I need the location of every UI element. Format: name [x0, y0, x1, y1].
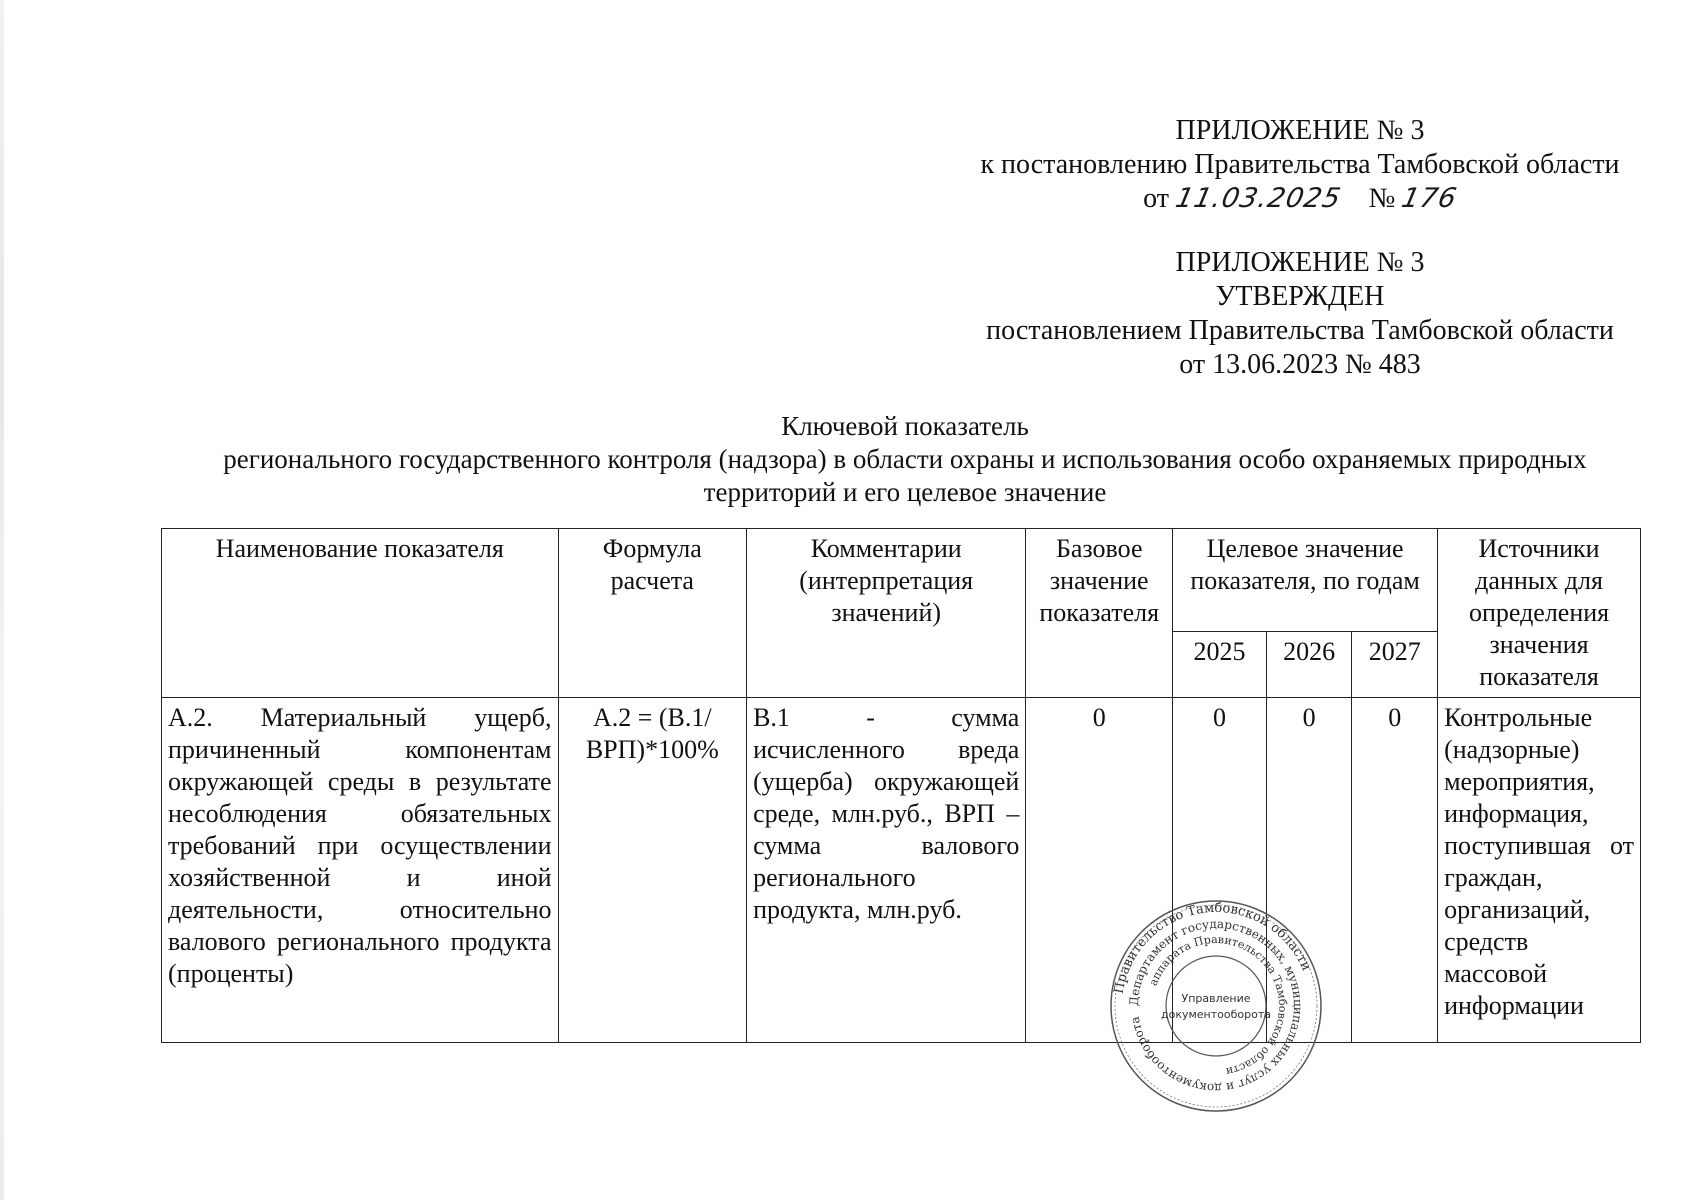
cell-comments: В.1 - сумма исчисленного вреда (ущерба) окружающей среде, млн.руб., ВРП – сумма валового регионального продукта, млн.руб.	[747, 698, 1026, 1043]
stamp-middle-text: Департамент государственных, муниципальных услуг и документооборота	[1126, 916, 1306, 1096]
document-title-line1: Ключевой показатель	[781, 411, 1029, 441]
table-row	[162, 698, 1641, 1043]
appendix-current-date-line	[960, 182, 1640, 216]
header-base: Базовое значение показателя	[1026, 529, 1173, 698]
cell-target-2026: 0	[1266, 698, 1352, 1043]
appendix-current-header	[960, 114, 1640, 216]
stamp-outer-text: Правительство Тамбовской области	[1111, 900, 1314, 995]
handwritten-date: 11.03.2025	[1172, 183, 1344, 214]
header-sources: Источники данных для определения значения показателя	[1438, 529, 1641, 698]
approved-by-resolution: постановлением Правительства Тамбовской области	[986, 315, 1614, 346]
cell-base-value: 0	[1026, 698, 1173, 1043]
table-header-row	[162, 529, 1641, 632]
appendix-current-title: ПРИЛОЖЕНИЕ № 3	[1175, 115, 1425, 146]
header-comments: Комментарии (интерпретация значений)	[747, 529, 1026, 698]
stamp-inner-text: аппарата Правительства Тамбовской области	[1146, 932, 1290, 1079]
indicator-table	[161, 528, 1641, 1043]
appendix-original-title: ПРИЛОЖЕНИЕ № 3	[1175, 247, 1425, 278]
header-year-2025: 2025	[1173, 631, 1267, 697]
header-year-2027: 2027	[1352, 631, 1438, 697]
stamp-inner-ring	[1166, 956, 1266, 1056]
cell-target-2025: 0	[1173, 698, 1267, 1043]
number-prefix: №	[1368, 183, 1396, 214]
cell-target-2027: 0	[1352, 698, 1438, 1043]
date-prefix: от	[1143, 183, 1169, 214]
appendix-original-header	[960, 246, 1640, 382]
handwritten-number: 176	[1399, 183, 1461, 214]
document-title	[160, 410, 1650, 509]
appendix-current-resolution: к постановлению Правительства Тамбовской области	[980, 149, 1620, 180]
header-year-2026: 2026	[1266, 631, 1352, 697]
header-formula: Формула расчета	[558, 529, 747, 698]
original-date-number: от 13.06.2023 № 483	[1179, 349, 1421, 380]
official-stamp	[1108, 898, 1324, 1114]
scan-edge	[0, 0, 4, 1200]
cell-indicator-name: А.2. Материальный ущерб, причиненный компонентам окружающей среды в результате несоблюдения обязательных требований при осуществлении хозяйственной и иной деятельности, относительно валового регионального продукта (проценты)	[162, 698, 559, 1043]
header-target: Целевое значение показателя, по годам	[1173, 529, 1438, 632]
stamp-center-line2: документооборота	[1161, 1008, 1271, 1021]
cell-sources: Контрольные (надзорные) мероприятия, информация, поступившая от граждан, организаций, средств массовой информации	[1438, 698, 1641, 1043]
document-title-line2: регионального государственного контроля (надзора) в области охраны и использования особо охраняемых природных	[223, 444, 1587, 474]
stamp-center-line1: Управление	[1181, 992, 1251, 1005]
approved-label: УТВЕРЖДЕН	[1215, 281, 1385, 312]
cell-formula: А.2 = (В.1/ ВРП)*100%	[558, 698, 747, 1043]
header-name: Наименование показателя	[162, 529, 559, 698]
document-title-line3: территорий и его целевое значение	[703, 477, 1107, 507]
